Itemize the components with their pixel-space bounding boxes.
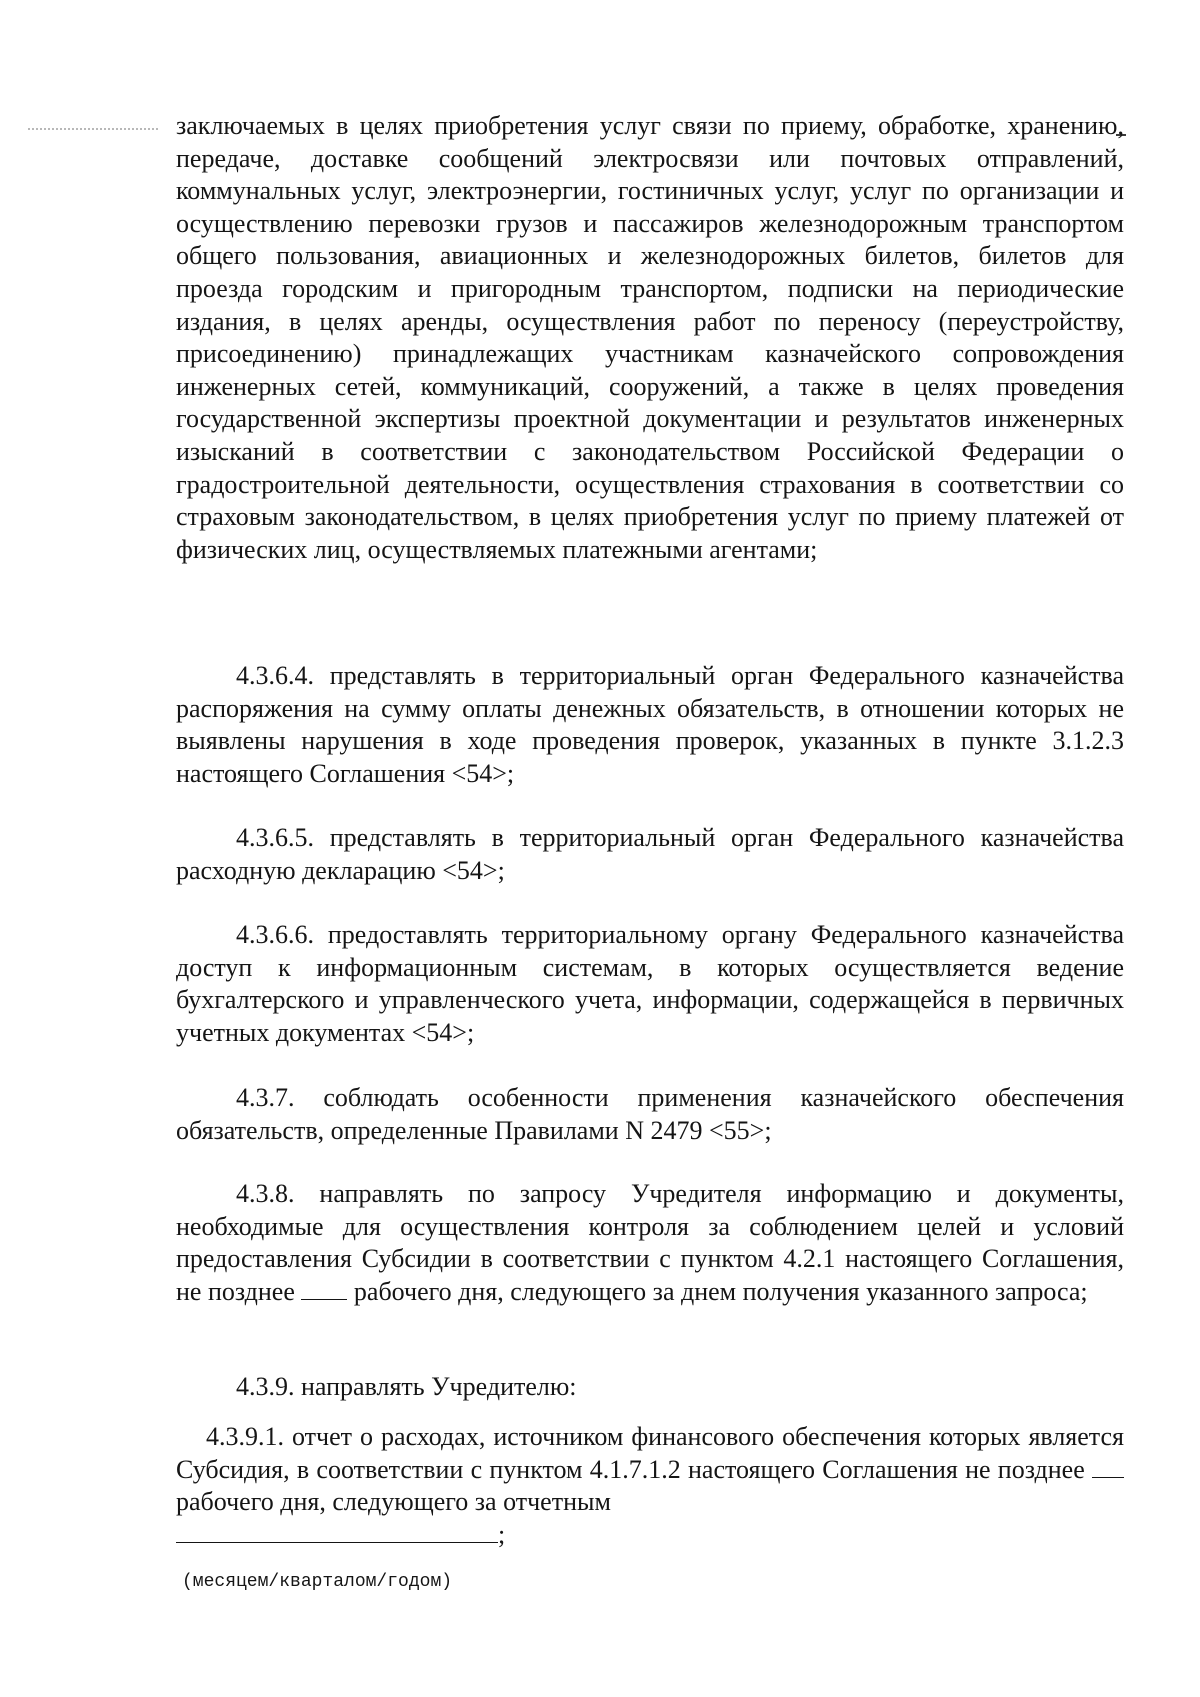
- paragraph-text-after-blank: рабочего дня, следующего за отчетным: [176, 1487, 611, 1517]
- paragraph-4-3-9-1: [176, 1421, 1124, 1519]
- period-fill-line: [176, 1519, 526, 1552]
- period-line-end: ;: [498, 1520, 506, 1549]
- paragraph-4-3-7: [176, 1082, 1124, 1147]
- paragraph-text-after-blank: рабочего дня, следующего за днем получения указанного запроса;: [353, 1276, 1088, 1306]
- period-blank-field: [176, 1522, 498, 1543]
- paragraph-4-3-9: [236, 1371, 1124, 1404]
- paragraph-text-before-blank: 4.3.9.1. отчет о расходах, источником финансового обеспечения которых является Субсидия, в соответствии с пунктом 4.1.7.1.2 настоящего Соглашения не позднее: [176, 1422, 1124, 1484]
- paragraph-text: 4.3.6.5. представлять в территориальный орган Федерального казначейства расходную декларацию <54>;: [176, 823, 1124, 885]
- blank-days-field: [301, 1281, 347, 1300]
- paragraph-text: 4.3.7. соблюдать особенности применения казначейского обеспечения обязательств, определенные Правилами N 2479 <55>;: [176, 1083, 1124, 1145]
- paragraph-4-3-6-5: [176, 822, 1124, 887]
- paragraph-text: 4.3.6.6. предоставлять территориальному органу Федерального казначейства доступ к информационным системам, в которых осуществляется ведение бухгалтерского и управленческого учета, информации, содержащейся в первичных учетных документах <54>;: [176, 920, 1124, 1047]
- paragraph-text: 4.3.6.4. представлять в территориальный орган Федерального казначейства распоряжения на сумму оплаты денежных обязательств, в отношении которых не выявлены нарушения в ходе проведения проверок, указанных в пункте 3.1.2.3 настоящего Соглашения <54>;: [176, 661, 1124, 788]
- paragraph-4-3-6-6: [176, 919, 1124, 1049]
- blank-days-field: [1092, 1459, 1124, 1478]
- paragraph-4-3-6-4: [176, 660, 1124, 790]
- paragraph-4-3-8: [176, 1178, 1124, 1308]
- paragraph-continuation: [176, 110, 1124, 566]
- paragraph-text-before-blank: 4.3.8. направлять по запросу Учредителя информацию и документы, необходимые для осуществления контроля за соблюдением целей и условий предоставления Субсидии в соответствии с пунктом 4.2.1 настоящего Соглашения, не позднее: [176, 1179, 1124, 1306]
- scan-artifact-dots: [28, 128, 158, 136]
- paragraph-text: 4.3.9. направлять Учредителю:: [236, 1372, 577, 1401]
- period-field-caption: (месяцем/кварталом/годом): [182, 1572, 453, 1592]
- paragraph-text: заключаемых в целях приобретения услуг связи по приему, обработке, хранению, передаче, доставке сообщений электросвязи или почтовых отправлений, коммунальных услуг, электроэнергии, гостиничных услуг, услуг по организации и осуществлению перевозки грузов и пассажиров железнодорожным транспортом общего пользования, авиационных и железнодорожных билетов, билетов для проезда городским и пригородным транспортом, подписки на периодические издания, в целях аренды, осуществления работ по переносу (переустройству, присоединению) принадлежащих участникам казначейского сопровождения инженерных сетей, коммуникаций, сооружений, а также в целях проведения государственной экспертизы проектной документации и результатов инженерных изысканий в соответствии с законодательством Российской Федерации о градостроительной деятельности, осуществления страхования в соответствии со страховым законодательством, в целях приобретения услуг по приему платежей от физических лиц, осуществляемых платежными агентами;: [176, 111, 1124, 564]
